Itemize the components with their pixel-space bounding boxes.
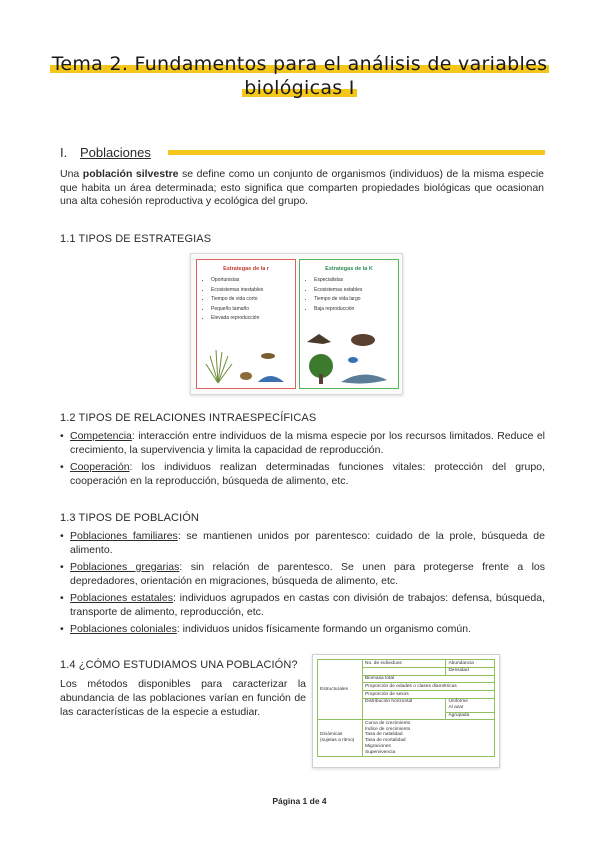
intro-paragraph: Una población silvestre se define como un conjunto de organismos (individuos) de la misma especie que habita un área determinada; esto significa que comparten propiedades biológicas que ocasionan una alta cohesión reproductiva y ecológica del grupo.: [60, 168, 544, 207]
title-line-1: Tema 2. Fundamentos para el análisis de variables: [51, 53, 548, 75]
table-cell: Dinámicas (sujetas a ritmo): [318, 720, 363, 757]
section-label: Poblaciones: [80, 145, 151, 160]
section-number: I.: [60, 145, 68, 160]
subheading-population-types: 1.3 TIPOS DE POBLACIÓN: [60, 512, 199, 524]
table-cell: Uniforme Al azar: [446, 698, 495, 712]
table-cell: Proporción de edades o clases diamétricas: [363, 683, 495, 691]
study-paragraph: Los métodos disponibles para caracterizar la abundancia de las poblaciones varían en función de las características de la especie a estudiar.: [60, 678, 306, 718]
list-item: • Poblaciones coloniales: individuos unidos físicamente formando un organismo común.: [60, 623, 545, 637]
k-species-illustration: [301, 324, 397, 386]
table-cell: Estructurales: [318, 660, 363, 720]
intro-bold-term: población silvestre: [82, 168, 179, 180]
k-strategies-box: [299, 259, 399, 389]
strategies-figure: [190, 253, 403, 395]
relations-list: [60, 430, 545, 492]
table-cell: Biomasa total: [363, 675, 495, 683]
table-cell: Curva de crecimiento Índice de crecimiento Tasa de natalidad Tasa de mortalidad Migraciones Supervivencia: [363, 720, 495, 757]
list-item: • Cooperación: los individuos realizan determinadas funciones vitales: protección del grupo, cooperación en la reproducción, búsqueda de alimento, etc.: [60, 461, 545, 488]
r-species-illustration: [198, 338, 294, 386]
list-item: • Poblaciones familiares: se mantienen unidos por parentesco: cuidado de la prole, búsqueda de alimento.: [60, 530, 545, 557]
section-heading: [60, 144, 545, 164]
table-cell: Agrupada: [446, 712, 495, 720]
subheading-relations: 1.2 TIPOS DE RELACIONES INTRAESPECÍFICAS: [60, 412, 317, 424]
methods-table: [312, 654, 500, 768]
k-strategies-list: • Especialistas • Ecosistemas estables • Tiempo de vida largo • Baja reproducción: [300, 276, 398, 314]
document-title: [0, 52, 599, 100]
table-cell: Proporción de sexos: [363, 691, 495, 699]
population-types-list: [60, 530, 545, 641]
section-bar: [168, 150, 545, 155]
table-cell: [363, 667, 446, 675]
table-cell: No. de individuos: [363, 660, 446, 668]
table-cell: Densidad: [446, 667, 495, 675]
table-cell: Distribución horizontal: [363, 698, 446, 719]
subheading-strategies: 1.1 TIPOS DE ESTRATEGIAS: [60, 233, 212, 245]
title-line-2: biológicas I: [244, 77, 355, 99]
page-number: Página 1 de 4: [272, 796, 327, 806]
r-strategies-box: [196, 259, 296, 389]
r-strategies-title: Estrategas de la r: [223, 266, 269, 272]
list-item: • Competencia: interacción entre individuos de la misma especie por los recursos limitados. Reduce el crecimiento, la supervivencia y limita la capacidad de reproducción.: [60, 430, 545, 457]
table-cell: Abundancia: [446, 660, 495, 668]
list-item: • Poblaciones estatales: individuos agrupados en castas con división de trabajos: defensa, búsqueda, transporte de alimento, reproducción, etc.: [60, 592, 545, 619]
r-strategies-list: • Oportunistas • Ecosistemas inestables • Tiempo de vida corto • Pequeño tamaño • Elevada reproducción: [197, 276, 295, 324]
subheading-study: 1.4 ¿CÓMO ESTUDIAMOS UNA POBLACIÓN?: [60, 659, 298, 671]
k-strategies-title: Estrategas de la K: [325, 266, 373, 272]
list-item: • Poblaciones gregarias: sin relación de parentesco. Se unen para protegerse frente a los depredadores, orientación en migraciones, búsqueda de alimento, etc.: [60, 561, 545, 588]
